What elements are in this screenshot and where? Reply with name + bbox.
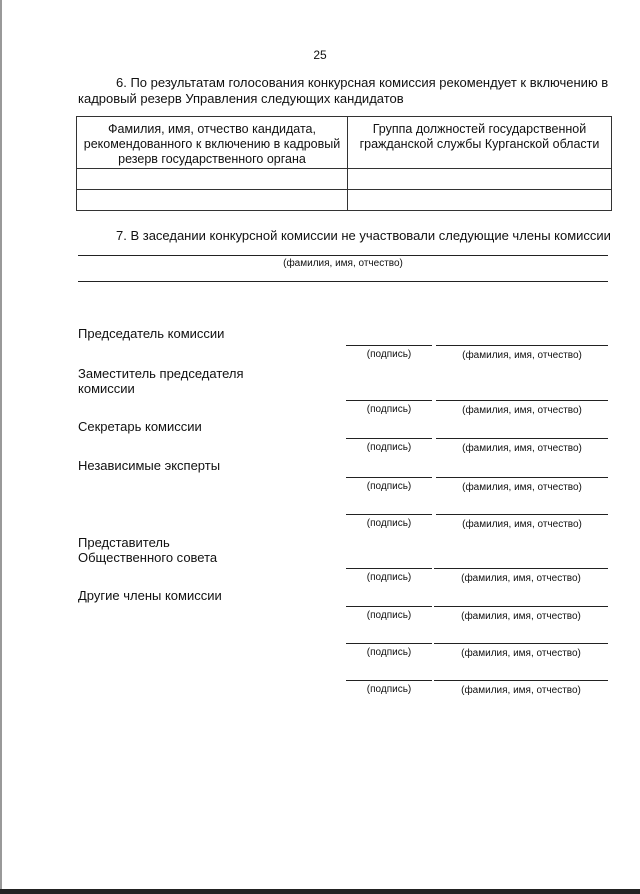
table-header-name: Фамилия, имя, отчество кандидата, рекомендованного к включению в кадровый резерв государственного органа [77, 117, 348, 169]
name-line [436, 400, 608, 401]
representative-label-line2: Общественного совета [78, 550, 218, 565]
signature-caption: (подпись) [366, 349, 412, 360]
signature-line [346, 514, 432, 515]
name-line [436, 477, 608, 478]
signature-caption: (подпись) [366, 572, 412, 583]
candidates-table [76, 116, 612, 211]
table-cell [348, 190, 612, 211]
name-line [434, 643, 608, 644]
signature-line [346, 643, 432, 644]
name-caption: (фамилия, имя, отчество) [461, 648, 581, 659]
absent-members-caption: (фамилия, имя, отчество) [283, 258, 403, 269]
page-number: 25 [313, 48, 327, 62]
deputy-label-line1: Заместитель председателя [78, 366, 244, 381]
name-caption: (фамилия, имя, отчество) [462, 443, 582, 454]
table-cell [348, 169, 612, 190]
scan-bottom-edge [0, 889, 640, 894]
signature-line [346, 568, 432, 569]
table-cell [77, 190, 348, 211]
scan-edge [0, 0, 2, 894]
others-label: Другие члены комиссии [78, 588, 222, 603]
name-caption: (фамилия, имя, отчество) [461, 685, 581, 696]
signature-caption: (подпись) [366, 404, 412, 415]
deputy-label-line2: комиссии [78, 381, 135, 396]
signature-caption: (подпись) [366, 684, 412, 695]
signature-caption: (подпись) [366, 481, 412, 492]
secretary-label: Секретарь комиссии [78, 419, 202, 434]
signature-line [346, 477, 432, 478]
table-row [77, 169, 612, 190]
name-line [434, 568, 608, 569]
signature-line [346, 345, 432, 346]
signature-line [346, 680, 432, 681]
chairman-label: Председатель комиссии [78, 326, 225, 341]
section-6-text: 6. По результатам голосования конкурсная комиссия рекомендует к включению в кадровый резерв Управления следующих кандидатов [78, 75, 609, 106]
absent-members-line [78, 255, 608, 256]
name-caption: (фамилия, имя, отчество) [461, 611, 581, 622]
name-caption: (фамилия, имя, отчество) [462, 405, 582, 416]
signature-caption: (подпись) [366, 442, 412, 453]
signature-caption: (подпись) [366, 647, 412, 658]
table-row [77, 190, 612, 211]
signature-line [346, 438, 432, 439]
name-line [436, 345, 608, 346]
signature-line [346, 400, 432, 401]
name-caption: (фамилия, имя, отчество) [462, 482, 582, 493]
name-line [434, 606, 608, 607]
absent-members-line-2 [78, 281, 608, 282]
table-header-group: Группа должностей государственной гражданской службы Курганской области [348, 117, 612, 169]
section-7-text: 7. В заседании конкурсной комиссии не участвовали следующие члены комиссии [116, 228, 611, 243]
name-caption: (фамилия, имя, отчество) [462, 519, 582, 530]
experts-label: Независимые эксперты [78, 458, 221, 473]
table-cell [77, 169, 348, 190]
representative-label-line1: Представитель [78, 535, 170, 550]
signature-caption: (подпись) [366, 518, 412, 529]
name-caption: (фамилия, имя, отчество) [461, 573, 581, 584]
name-line [436, 514, 608, 515]
name-line [434, 680, 608, 681]
name-caption: (фамилия, имя, отчество) [462, 350, 582, 361]
name-line [436, 438, 608, 439]
signature-line [346, 606, 432, 607]
signature-caption: (подпись) [366, 610, 412, 621]
